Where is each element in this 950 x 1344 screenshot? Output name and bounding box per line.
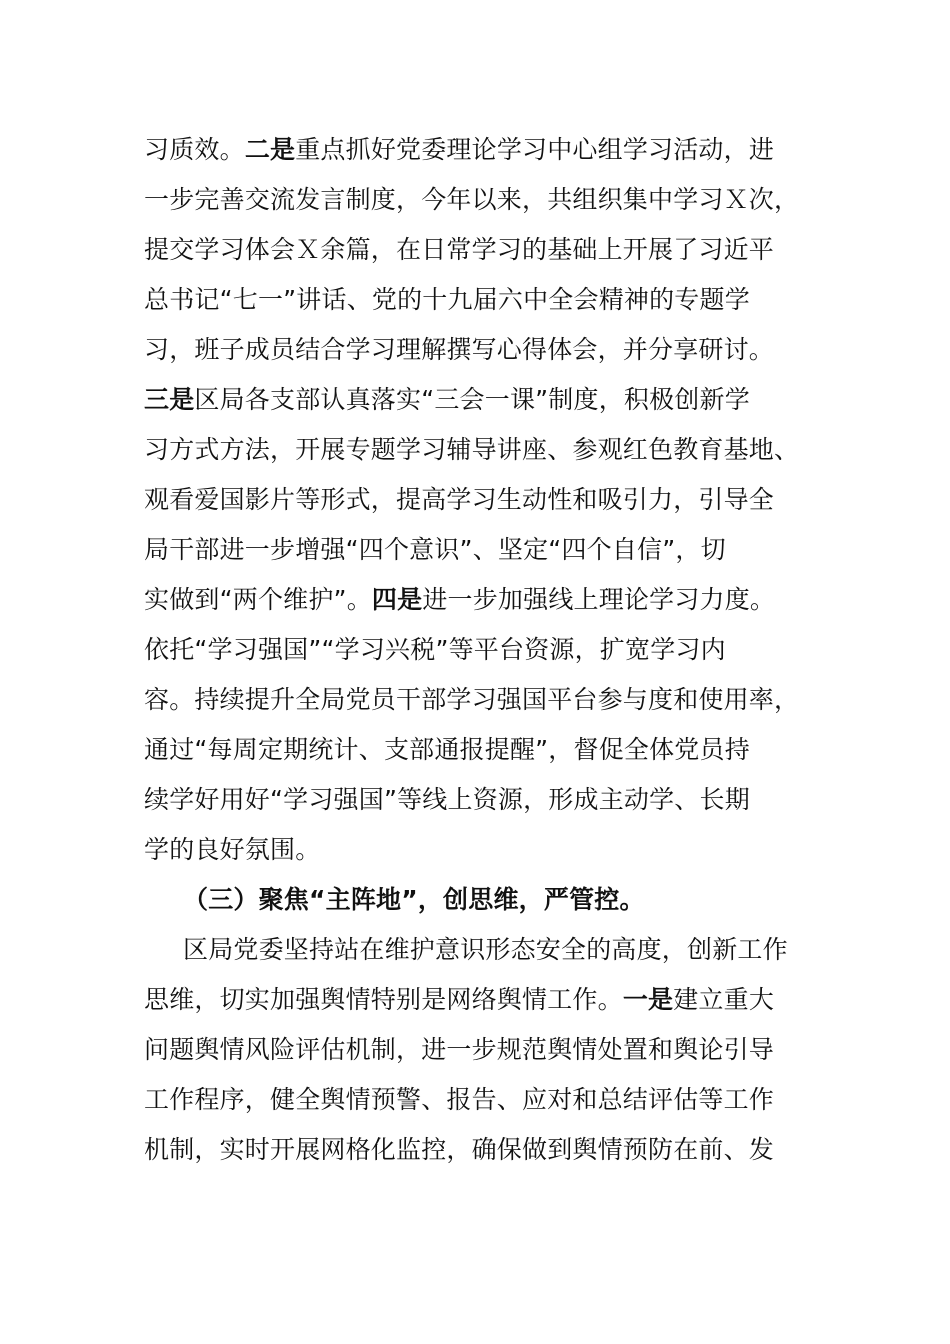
- bold-text: 一是: [622, 985, 674, 1014]
- text-line: [144, 830, 320, 870]
- body-text: 区局各支部认真落实“三会一课”制度，积极创新学: [194, 385, 750, 414]
- body-text: 习质效。: [144, 135, 245, 164]
- body-text: 容。持续提升全局党员干部学习强国平台参与度和使用率，: [144, 685, 800, 714]
- text-line: [144, 430, 799, 470]
- text-line: [144, 980, 774, 1020]
- body-text: 重点抓好党委理论学习中心组学习活动，进: [295, 135, 775, 164]
- section-heading: （三）聚焦“主阵地”，创思维，严管控。: [183, 885, 645, 914]
- bold-text: 二是: [244, 135, 296, 164]
- text-line: [144, 780, 750, 820]
- text-line: [144, 1130, 774, 1170]
- body-text: 局干部进一步增强“四个意识”、坚定“四个自信”，切: [144, 535, 726, 564]
- body-text: 问题舆情风险评估机制，进一步规范舆情处置和舆论引导: [144, 1035, 775, 1064]
- body-text: 总书记“七一”讲话、党的十九届六中全会精神的专题学: [144, 285, 750, 314]
- body-text: 观看爱国影片等形式，提高学习生动性和吸引力，引导全: [144, 485, 775, 514]
- text-line: [144, 130, 774, 170]
- body-text: 学的良好氛围。: [144, 835, 321, 864]
- body-text: 实做到“两个维护”。: [144, 585, 372, 614]
- text-line: [144, 1030, 774, 1070]
- body-text: 建立重大: [673, 985, 775, 1014]
- text-line: [144, 280, 750, 320]
- bold-text: 四是: [371, 585, 423, 614]
- body-text: 一步完善交流发言制度，今年以来，共组织集中学习Ｘ次，: [144, 185, 800, 214]
- text-line: [144, 580, 775, 620]
- body-text: 机制，实时开展网格化监控，确保做到舆情预防在前、发: [144, 1135, 775, 1164]
- text-line: [183, 930, 788, 970]
- text-line: [144, 180, 799, 220]
- body-text: 工作程序，健全舆情预警、报告、应对和总结评估等工作: [144, 1085, 775, 1114]
- text-line: [144, 530, 726, 570]
- body-text: 续学好用好“学习强国”等线上资源，形成主动学、长期: [144, 785, 750, 814]
- body-text: 习，班子成员结合学习理解撰写心得体会，并分享研讨。: [144, 335, 775, 364]
- bold-text: 三是: [144, 385, 195, 414]
- text-line: [144, 480, 774, 520]
- text-line: [144, 380, 750, 420]
- text-line: [144, 730, 750, 770]
- body-text: 依托“学习强国”“学习兴税”等平台资源，扩宽学习内: [144, 635, 726, 664]
- body-text: 习方式方法，开展专题学习辅导讲座、参观红色教育基地、: [144, 435, 800, 464]
- body-text: 区局党委坚持站在维护意识形态安全的高度，创新工作: [183, 935, 788, 964]
- body-text: 进一步加强线上理论学习力度。: [422, 585, 776, 614]
- body-text: 提交学习体会Ｘ余篇，在日常学习的基础上开展了习近平: [144, 235, 775, 264]
- body-text: 思维，切实加强舆情特别是网络舆情工作。: [144, 985, 623, 1014]
- text-line: [144, 230, 774, 270]
- text-line: [144, 330, 774, 370]
- body-text: 通过“每周定期统计、支部通报提醒”，督促全体党员持: [144, 735, 750, 764]
- text-line: [144, 1080, 774, 1120]
- text-line: [144, 630, 726, 670]
- text-line: [144, 680, 799, 720]
